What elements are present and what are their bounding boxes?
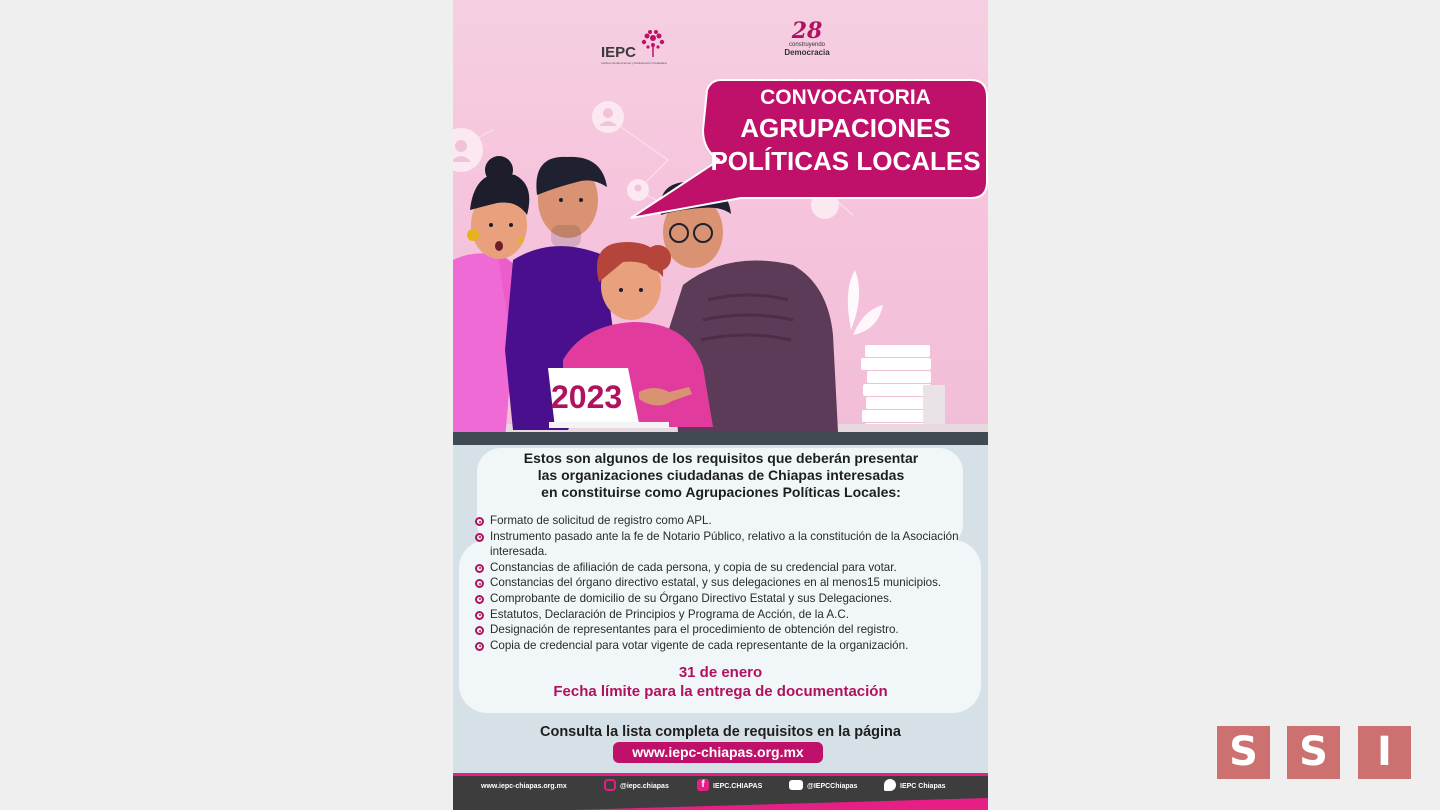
requirement-text: Comprobante de domicilio de su Órgano Directivo Estatal y sus Delegaciones. <box>490 591 893 605</box>
intro-text <box>483 450 959 501</box>
watermark-letter: S <box>1287 726 1340 779</box>
footer-twitter[interactable] <box>884 776 946 798</box>
anniversary-line1: construyendo <box>788 42 826 48</box>
list-item <box>473 622 983 638</box>
year-label: 2023 <box>551 379 623 415</box>
requirements-list <box>473 513 983 653</box>
anniversary-logo <box>782 20 832 70</box>
title-line-3: POLÍTICAS LOCALES <box>710 146 981 176</box>
convocatoria-title <box>708 84 983 178</box>
list-item <box>473 591 983 607</box>
list-item <box>473 560 983 576</box>
list-item <box>473 607 983 623</box>
poster <box>453 0 988 810</box>
footer-website[interactable]: www.iepc-chiapas.org.mx <box>481 783 567 790</box>
footer-bar <box>453 776 988 798</box>
requirement-text: Constancias del órgano directivo estatal, y sus delegaciones en al menos15 municipios. <box>490 576 942 590</box>
anniversary-number: 28 <box>791 18 823 44</box>
people-at-laptop-illustration <box>453 0 988 432</box>
deadline-label: Fecha límite para la entrega de documentación <box>553 683 888 700</box>
requirement-text: Constancias de afiliación de cada persona, y copia de su credencial para votar. <box>490 560 897 574</box>
bullet-icon <box>475 564 484 573</box>
requirement-text: Designación de representantes para el procedimiento de obtención del registro. <box>490 623 899 637</box>
iepc-logo-text: IEPC <box>601 44 637 61</box>
iepc-flower-icon <box>633 28 673 58</box>
bullet-icon <box>475 595 484 604</box>
bullet-icon <box>475 517 484 526</box>
facebook-icon: f <box>697 779 709 791</box>
watermark-letter: S <box>1217 726 1270 779</box>
youtube-handle: @IEPCChiapas <box>807 783 858 790</box>
requirement-text: Copia de credencial para votar vigente de cada representante de la organización. <box>490 638 909 652</box>
iepc-logo-subtitle: Instituto de Elecciones y Participación Ciudadana <box>601 61 667 65</box>
iepc-logo <box>601 28 671 68</box>
facebook-handle: IEPC.CHIAPAS <box>713 783 763 790</box>
section-divider <box>453 432 988 445</box>
requirements-section <box>453 445 988 773</box>
bullet-icon <box>475 533 484 542</box>
bullet-icon <box>475 579 484 588</box>
instagram-handle: @iepc.chiapas <box>620 783 669 790</box>
requirement-text: Formato de solicitud de registro como APL. <box>490 514 712 527</box>
list-item <box>473 513 983 529</box>
twitter-icon <box>884 779 896 791</box>
list-item <box>473 638 983 654</box>
list-item <box>473 575 983 591</box>
footer-youtube[interactable] <box>789 776 857 798</box>
list-item <box>473 529 983 560</box>
deadline-date: 31 de enero <box>678 664 763 681</box>
footer-instagram[interactable] <box>604 776 669 798</box>
intro-line-1: Estos son algunos de los requisitos que deberán presentar <box>523 450 919 466</box>
title-line-2: AGRUPACIONES <box>740 113 951 143</box>
anniversary-line2: Democracia <box>784 48 830 57</box>
website-link[interactable]: www.iepc-chiapas.org.mx <box>613 742 823 763</box>
watermark-letter: I <box>1358 726 1411 779</box>
twitter-handle: IEPC Chiapas <box>900 783 946 790</box>
hero-illustration <box>453 0 988 432</box>
requirement-text: Estatutos, Declaración de Principios y Programa de Acción, de la A.C. <box>490 607 849 621</box>
requirement-text: Instrumento pasado ante la fe de Notario Público, relativo a la constitución de la Asociación interesada. <box>490 529 959 559</box>
intro-line-2: las organizaciones ciudadanas de Chiapas interesadas <box>537 467 905 483</box>
intro-line-3: en constituirse como Agrupaciones Políticas Locales: <box>541 484 901 500</box>
consulta-text: Consulta la lista completa de requisitos en la página <box>540 724 901 740</box>
bullet-icon <box>475 642 484 651</box>
youtube-icon <box>789 780 803 790</box>
bullet-icon <box>475 611 484 620</box>
footer-facebook[interactable] <box>697 776 762 798</box>
title-line-1: CONVOCATORIA <box>760 86 931 109</box>
instagram-icon <box>604 779 616 791</box>
deadline-block <box>453 663 988 701</box>
bullet-icon <box>475 626 484 635</box>
